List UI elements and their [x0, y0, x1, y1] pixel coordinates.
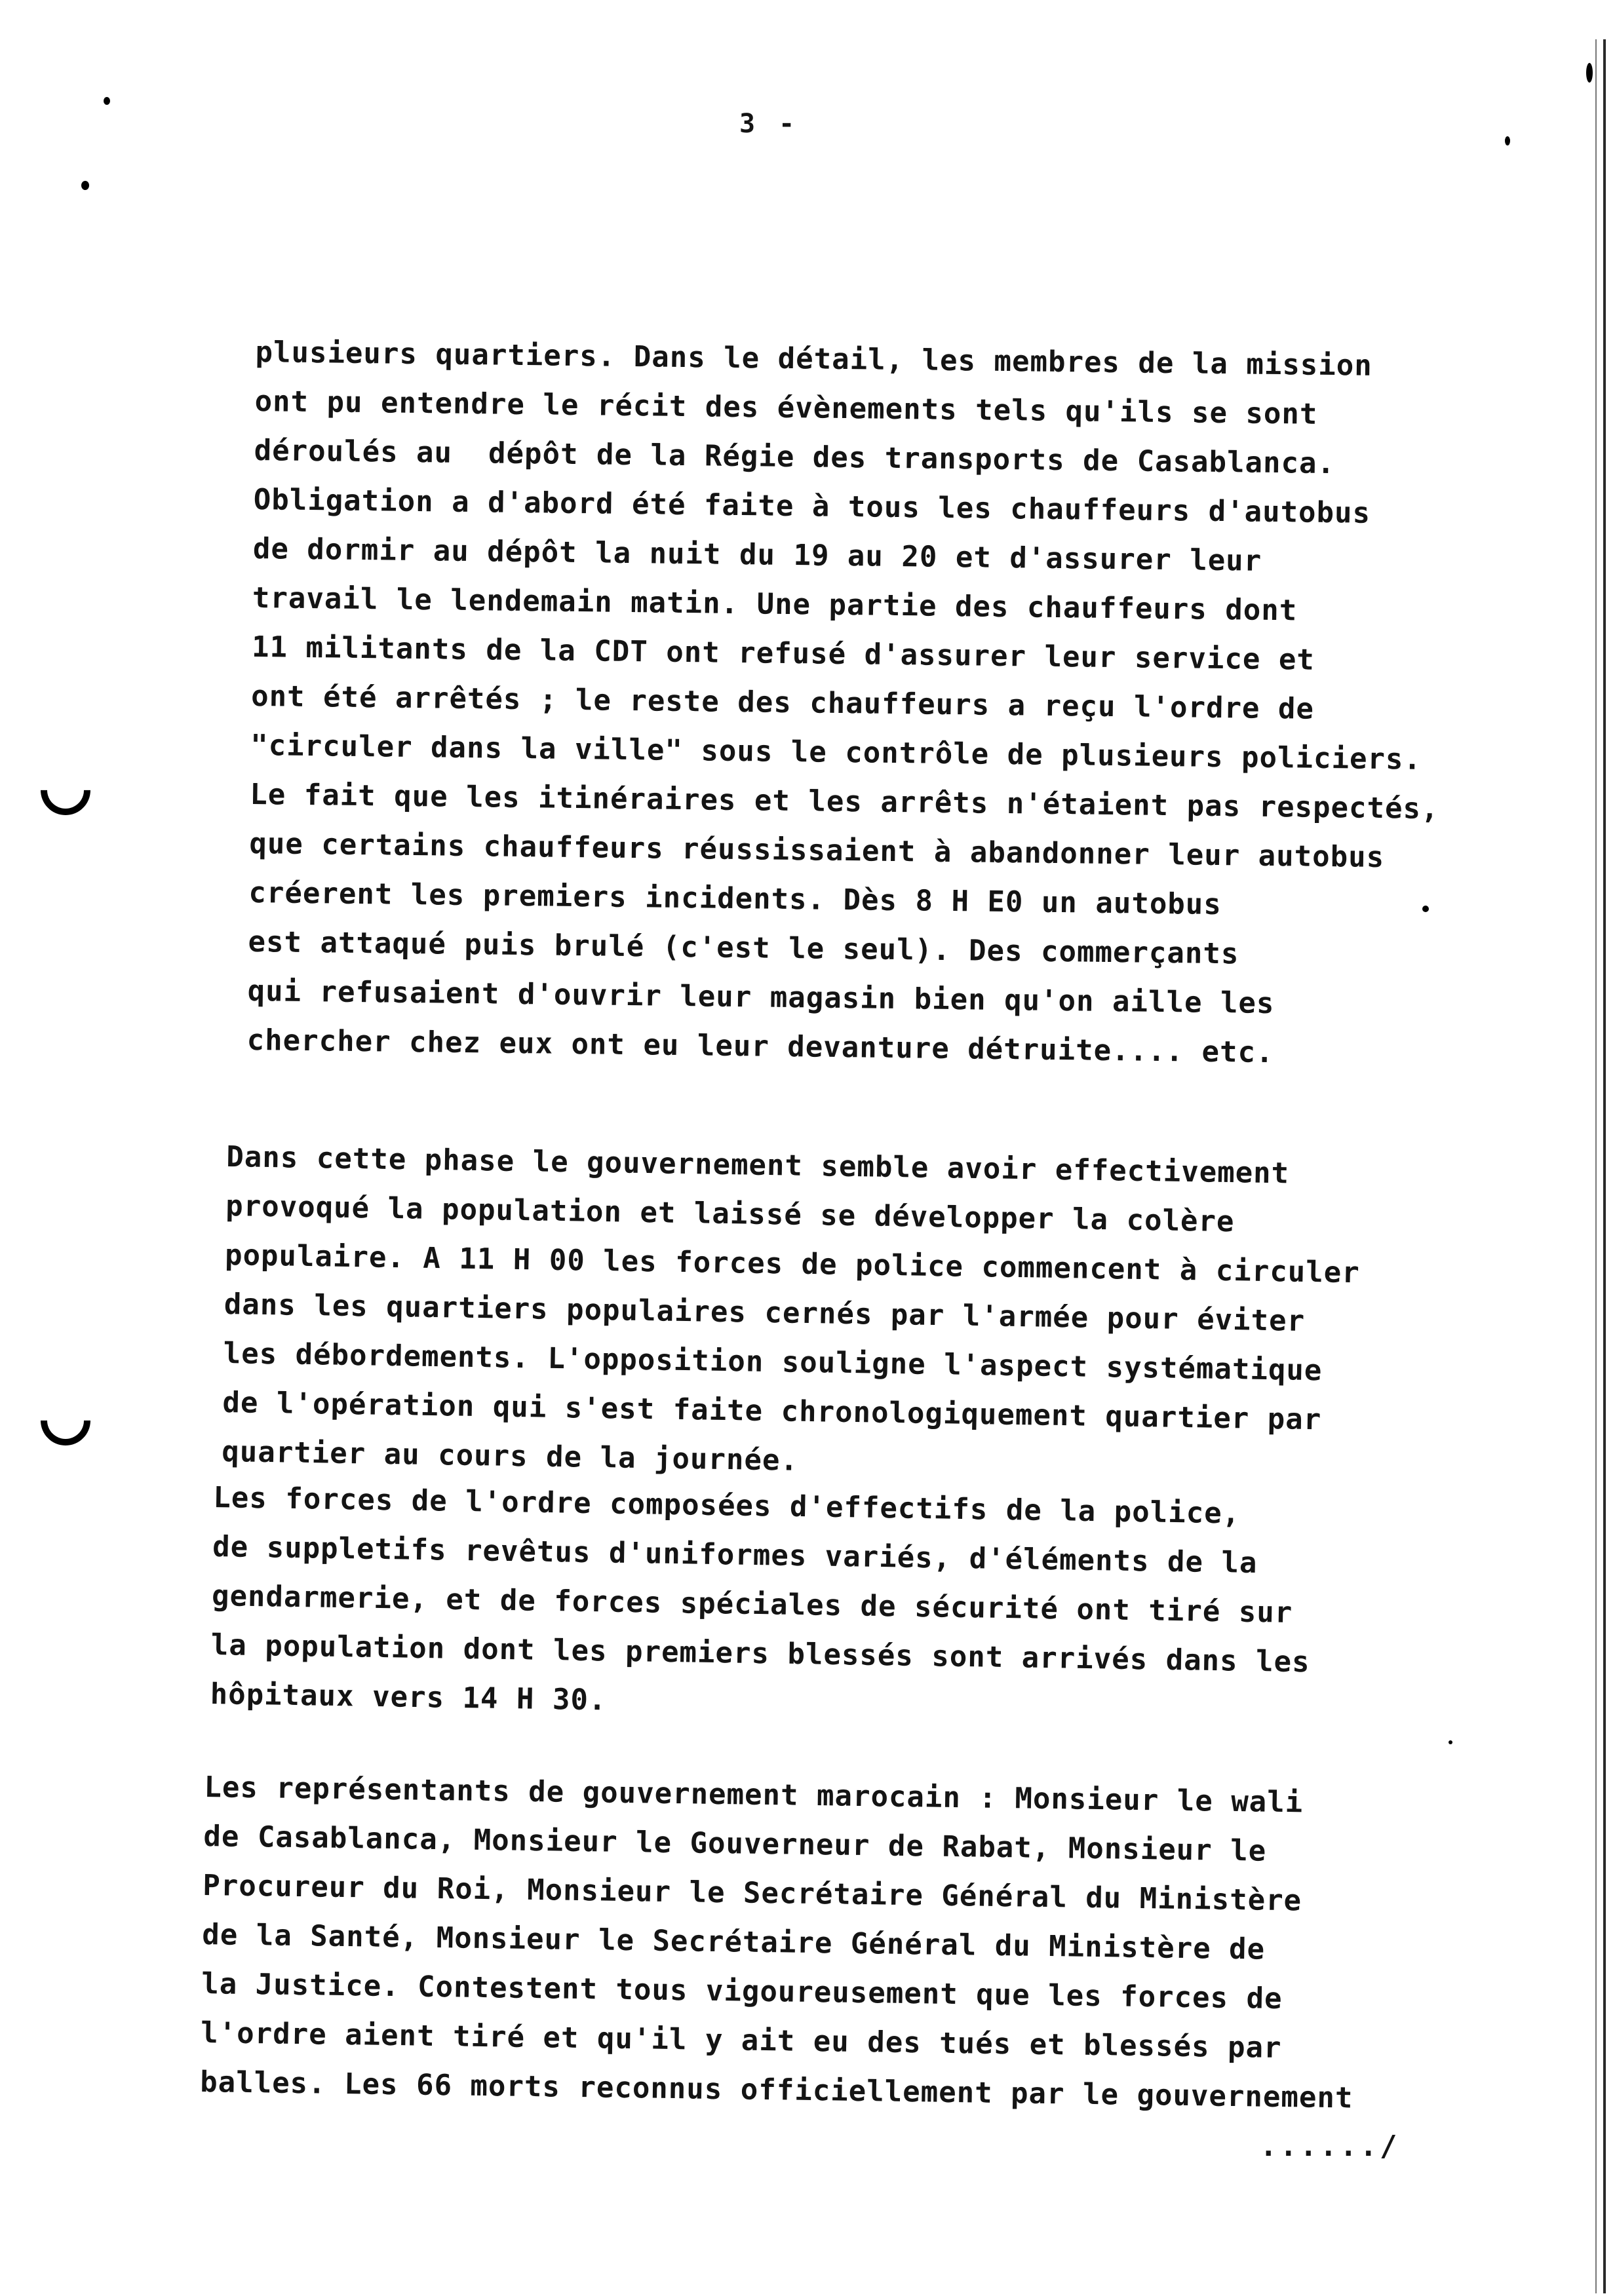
text-line: créerent les premiers incidents. Dès 8 H E0 un autobus	[248, 875, 1222, 922]
text-line: gendarmerie, et de forces spéciales de sécurité ont tiré sur	[211, 1578, 1293, 1630]
scan-speck	[1449, 1740, 1452, 1744]
text-line: hôpitaux vers 14 H 30.	[210, 1677, 607, 1717]
paragraph	[222, 1132, 1362, 1494]
text-line: provoqué la population et laissé se développer la colère	[225, 1189, 1235, 1239]
text-line: Les représentants de gouvernement marocain : Monsieur le wali	[204, 1770, 1304, 1820]
punch-hole-mark	[30, 1385, 100, 1455]
scan-edge-line	[1603, 39, 1606, 2293]
scan-speck	[1422, 906, 1429, 912]
text-line: la Justice. Contestent tous vigoureusement que les forces de	[201, 1966, 1283, 2016]
text-line: Obligation a d'abord été faite à tous les chauffeurs d'autobus	[253, 482, 1371, 530]
text-line: populaire. A 11 H 00 les forces de police commencent à circuler	[224, 1238, 1361, 1290]
text-line: "circuler dans la ville" sous le contrôle de plusieurs policiers.	[250, 728, 1422, 776]
text-line: ont été arrêtés ; le reste des chauffeurs a reçu l'ordre de	[250, 679, 1315, 726]
text-line: les débordements. L'opposition souligne l'aspect systématique	[223, 1336, 1323, 1388]
punch-hole-mark	[30, 755, 100, 825]
text-line: ont pu entendre le récit des évènements tels qu'ils se sont	[254, 384, 1318, 431]
text-line: est attaqué puis brulé (c'est le seul). Des commerçants	[248, 925, 1239, 971]
text-line: Le fait que les itinéraires et les arrêts n'étaient pas respectés,	[249, 777, 1439, 826]
text-line: déroulés au dépôt de la Régie des transports de Casablanca.	[254, 433, 1336, 481]
text-line: quartier au cours de la journée.	[221, 1434, 799, 1478]
scan-speck	[81, 181, 89, 190]
text-line: Dans cette phase le gouvernement semble avoir effectivement	[226, 1139, 1290, 1191]
text-line: de l'opération qui s'est faite chronologiquement quartier par	[222, 1385, 1322, 1437]
text-line: plusieurs quartiers. Dans le détail, les membres de la mission	[255, 335, 1373, 383]
text-line: que certains chauffeurs réussissaient à abandonner leur autobus	[249, 826, 1385, 875]
text-line: dans les quartiers populaires cernés par l'armée pour éviter	[224, 1287, 1306, 1338]
text-line: qui refusaient d'ouvrir leur magasin bien qu'on aille les	[247, 974, 1275, 1021]
paragraph	[210, 1473, 1313, 1736]
scan-edge-line	[1595, 39, 1597, 2293]
text-line: chercher chez eux ont eu leur devanture détruite.... etc.	[246, 1023, 1274, 1070]
text-line: 11 militants de la CDT ont refusé d'assurer leur service et	[251, 630, 1315, 677]
text-line: de dormir au dépôt la nuit du 19 au 20 et d'assurer leur	[252, 531, 1262, 578]
text-line: la population dont les premiers blessés sont arrivés dans les	[210, 1628, 1310, 1679]
paragraph	[200, 1763, 1358, 2123]
text-line: de suppletifs revêtus d'uniformes variés, d'éléments de la	[212, 1529, 1258, 1580]
text-line: balles. Les 66 morts reconnus officiellement par le gouvernement	[199, 2065, 1353, 2115]
text-line: de Casablanca, Monsieur le Gouverneur de Rabat, Monsieur le	[203, 1819, 1267, 1868]
paragraph	[246, 328, 1445, 1079]
scan-speck	[104, 97, 110, 105]
text-line: Procureur du Roi, Monsieur le Secrétaire Général du Ministère	[203, 1868, 1302, 1918]
scan-speck	[1505, 136, 1510, 145]
text-line: Les forces de l'ordre composées d'effectifs de la police,	[213, 1480, 1241, 1531]
text-line: l'ordre aient tiré et qu'il y ait eu des tués et blessés par	[200, 2016, 1282, 2065]
scan-speck	[1586, 63, 1593, 83]
text-line: travail le lendemain matin. Une partie des chauffeurs dont	[252, 581, 1298, 628]
page-number: 3 -	[739, 109, 799, 139]
continuation-mark: ....../	[1260, 2130, 1400, 2163]
text-line: de la Santé, Monsieur le Secrétaire Général du Ministère de	[201, 1917, 1266, 1966]
